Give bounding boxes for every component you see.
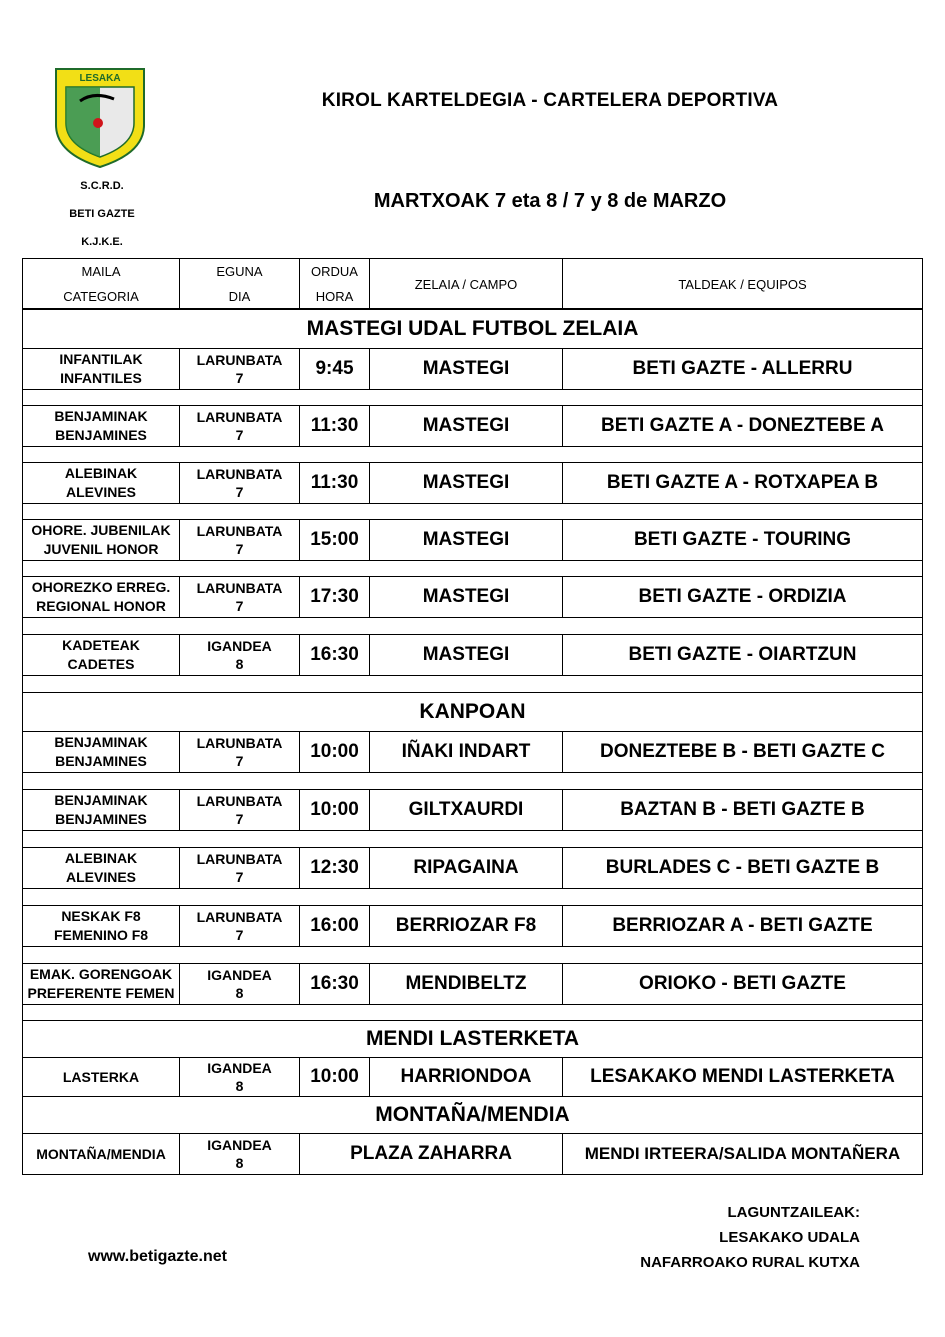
category-label-es: FEMENINO F8 bbox=[53, 927, 149, 943]
row-time: 17:30 bbox=[300, 577, 370, 617]
col-category bbox=[23, 259, 180, 309]
category-label-es: REGIONAL HONOR bbox=[36, 598, 166, 614]
table-row bbox=[22, 731, 923, 773]
table-row bbox=[22, 1133, 923, 1175]
row-spacer bbox=[22, 888, 923, 906]
category-label-es: BENJAMINES bbox=[55, 427, 147, 443]
row-category bbox=[23, 1058, 180, 1096]
row-time: 10:00 bbox=[300, 1058, 370, 1096]
col-equipos-label: TALDEAK / EQUIPOS bbox=[678, 276, 807, 292]
row-time: 12:30 bbox=[300, 848, 370, 888]
row-spacer bbox=[22, 617, 923, 635]
row-field: PLAZA ZAHARRA bbox=[300, 1134, 563, 1174]
day-number: 7 bbox=[235, 927, 244, 943]
day-number: 8 bbox=[235, 1155, 244, 1171]
date-title: MARTXOAK 7 eta 8 / 7 y 8 de MARZO bbox=[373, 190, 727, 212]
row-day bbox=[180, 1134, 300, 1174]
row-day bbox=[180, 906, 300, 946]
day-name: IGANDEA bbox=[207, 1060, 272, 1076]
row-field: MASTEGI bbox=[370, 577, 563, 617]
row-teams: ORIOKO - BETI GAZTE bbox=[639, 973, 846, 994]
club-line-3: K.J.K.E. bbox=[81, 236, 123, 248]
col-maila-label: MAILA bbox=[81, 264, 121, 279]
row-category bbox=[23, 635, 180, 675]
row-day bbox=[180, 732, 300, 772]
row-field: MASTEGI bbox=[370, 520, 563, 560]
row-category bbox=[23, 906, 180, 946]
row-category bbox=[23, 1134, 180, 1174]
table-header bbox=[22, 258, 923, 310]
category-label-eu: ALEBINAK bbox=[64, 465, 138, 481]
row-time: 11:30 bbox=[300, 406, 370, 446]
sponsors-title: LAGUNTZAILEAK: bbox=[727, 1204, 860, 1221]
category-label-es: BENJAMINES bbox=[55, 811, 147, 827]
row-time: 16:00 bbox=[300, 906, 370, 946]
category-label-es: JUVENIL HONOR bbox=[43, 541, 159, 557]
row-teams: BAZTAN B - BETI GAZTE B bbox=[620, 799, 865, 820]
day-name: IGANDEA bbox=[207, 638, 272, 654]
table-row bbox=[22, 847, 923, 889]
day-number: 8 bbox=[235, 656, 244, 672]
row-day bbox=[180, 520, 300, 560]
row-day bbox=[180, 635, 300, 675]
club-line-1: S.C.R.D. bbox=[80, 180, 124, 192]
table-row bbox=[22, 634, 923, 676]
col-teams bbox=[563, 259, 922, 309]
row-spacer bbox=[22, 946, 923, 964]
row-time: 16:30 bbox=[300, 635, 370, 675]
row-category bbox=[23, 463, 180, 503]
row-field: MASTEGI bbox=[370, 406, 563, 446]
col-campo-label: ZELAIA / CAMPO bbox=[414, 276, 518, 292]
row-field: RIPAGAINA bbox=[370, 848, 563, 888]
table-row bbox=[22, 462, 923, 504]
category-label-es: PREFERENTE FEMEN bbox=[27, 985, 175, 1001]
row-field: MASTEGI bbox=[370, 349, 563, 389]
row-teams: DONEZTEBE B - BETI GAZTE C bbox=[600, 741, 885, 762]
row-day bbox=[180, 964, 300, 1004]
table-row bbox=[22, 789, 923, 831]
day-name: LARUNBATA bbox=[196, 580, 283, 596]
category-label-eu: NESKAK F8 bbox=[61, 908, 141, 924]
day-number: 7 bbox=[235, 869, 244, 885]
day-number: 7 bbox=[235, 753, 244, 769]
day-name: IGANDEA bbox=[207, 1137, 272, 1153]
row-spacer bbox=[22, 772, 923, 790]
category-label-es: ALEVINES bbox=[65, 869, 136, 885]
row-time: 10:00 bbox=[300, 732, 370, 772]
sponsor-1: LESAKAKO UDALA bbox=[719, 1229, 860, 1246]
row-day bbox=[180, 463, 300, 503]
day-name: LARUNBATA bbox=[196, 909, 283, 925]
section-away: KANPOAN bbox=[22, 692, 923, 732]
day-name: LARUNBATA bbox=[196, 735, 283, 751]
section-race: MENDI LASTERKETA bbox=[22, 1020, 923, 1058]
row-field: GILTXAURDI bbox=[370, 790, 563, 830]
col-day bbox=[180, 259, 300, 309]
row-category bbox=[23, 349, 180, 389]
row-time: 9:45 bbox=[300, 349, 370, 389]
category-label-es: BENJAMINES bbox=[55, 753, 147, 769]
col-categoria-label: CATEGORIA bbox=[63, 289, 139, 304]
row-category bbox=[23, 964, 180, 1004]
table-row bbox=[22, 405, 923, 447]
col-eguna-label: EGUNA bbox=[216, 264, 263, 279]
row-time: 16:30 bbox=[300, 964, 370, 1004]
category-label-eu: ALEBINAK bbox=[64, 850, 138, 866]
row-field: HARRIONDOA bbox=[370, 1058, 563, 1096]
row-time: 10:00 bbox=[300, 790, 370, 830]
website-link[interactable]: www.betigazte.net bbox=[88, 1248, 227, 1265]
row-spacer bbox=[22, 830, 923, 848]
row-field: BERRIOZAR F8 bbox=[370, 906, 563, 946]
day-name: LARUNBATA bbox=[196, 352, 283, 368]
row-category bbox=[23, 790, 180, 830]
category-label-eu: OHORE. JUBENILAK bbox=[31, 522, 171, 538]
category-label-es: CADETES bbox=[67, 656, 135, 672]
category-label-eu: KADETEAK bbox=[62, 637, 140, 653]
row-category bbox=[23, 577, 180, 617]
row-time: 11:30 bbox=[300, 463, 370, 503]
category-label-eu: BENJAMINAK bbox=[54, 734, 148, 750]
row-category bbox=[23, 520, 180, 560]
row-teams: BETI GAZTE - TOURING bbox=[633, 529, 852, 550]
row-day bbox=[180, 848, 300, 888]
table-row bbox=[22, 1057, 923, 1097]
row-teams: BETI GAZTE - ORDIZIA bbox=[638, 586, 847, 607]
row-field: IÑAKI INDART bbox=[370, 732, 563, 772]
day-number: 8 bbox=[235, 1078, 244, 1094]
section-home: MASTEGI UDAL FUTBOL ZELAIA bbox=[22, 308, 923, 349]
row-day bbox=[180, 406, 300, 446]
row-category bbox=[23, 848, 180, 888]
category-label-es: ALEVINES bbox=[65, 484, 136, 500]
table-row bbox=[22, 348, 923, 390]
day-name: LARUNBATA bbox=[196, 466, 283, 482]
category-label-eu: INFANTILAK bbox=[59, 351, 143, 367]
day-name: LARUNBATA bbox=[196, 851, 283, 867]
row-teams: BETI GAZTE - OIARTZUN bbox=[628, 644, 857, 665]
sponsor-2: NAFARROAKO RURAL KUTXA bbox=[640, 1254, 860, 1271]
category-label: LASTERKA bbox=[62, 1068, 140, 1085]
row-teams: BETI GAZTE A - DONEZTEBE A bbox=[601, 415, 884, 436]
category-label-eu: BENJAMINAK bbox=[54, 792, 148, 808]
table-row bbox=[22, 905, 923, 947]
category-label: MONTAÑA/MENDIA bbox=[36, 1145, 166, 1162]
table-row bbox=[22, 519, 923, 561]
day-number: 7 bbox=[235, 598, 244, 614]
table-row bbox=[22, 963, 923, 1005]
row-spacer bbox=[22, 675, 923, 693]
day-name: LARUNBATA bbox=[196, 523, 283, 539]
sponsors bbox=[560, 1200, 860, 1275]
day-name: LARUNBATA bbox=[196, 409, 283, 425]
category-label-es: INFANTILES bbox=[60, 370, 142, 386]
row-day bbox=[180, 1058, 300, 1096]
col-hora-label: HORA bbox=[315, 289, 354, 304]
day-number: 7 bbox=[235, 811, 244, 827]
col-time bbox=[300, 259, 370, 309]
col-dia-label: DIA bbox=[228, 289, 251, 304]
club-line-2: BETI GAZTE bbox=[69, 208, 135, 220]
category-label-eu: BENJAMINAK bbox=[54, 408, 148, 424]
row-day bbox=[180, 349, 300, 389]
row-time: 15:00 bbox=[300, 520, 370, 560]
day-name: IGANDEA bbox=[207, 967, 272, 983]
row-teams: LESAKAKO MENDI LASTERKETA bbox=[590, 1066, 895, 1087]
category-label-eu: OHOREZKO ERREG. bbox=[31, 579, 171, 595]
col-field bbox=[370, 259, 563, 309]
day-number: 7 bbox=[235, 484, 244, 500]
row-field: MENDIBELTZ bbox=[370, 964, 563, 1004]
section-mountain: MONTAÑA/MENDIA bbox=[22, 1096, 923, 1134]
category-label-eu: EMAK. GORENGOAK bbox=[29, 966, 173, 982]
day-number: 7 bbox=[235, 541, 244, 557]
day-number: 7 bbox=[235, 427, 244, 443]
row-category bbox=[23, 732, 180, 772]
page-title: KIROL KARTELDEGIA - CARTELERA DEPORTIVA bbox=[321, 90, 779, 111]
row-teams: BERRIOZAR A - BETI GAZTE bbox=[612, 915, 873, 936]
row-field: MASTEGI bbox=[370, 635, 563, 675]
day-number: 8 bbox=[235, 985, 244, 1001]
club-logo bbox=[54, 65, 146, 169]
day-name: LARUNBATA bbox=[196, 793, 283, 809]
day-number: 7 bbox=[235, 370, 244, 386]
row-field: MASTEGI bbox=[370, 463, 563, 503]
col-ordua-label: ORDUA bbox=[311, 264, 358, 279]
row-day bbox=[180, 577, 300, 617]
svg-text:LESAKA: LESAKA bbox=[79, 73, 121, 84]
row-teams: BETI GAZTE - ALLERRU bbox=[632, 358, 853, 379]
table-row bbox=[22, 576, 923, 618]
row-teams: BURLADES C - BETI GAZTE B bbox=[605, 857, 880, 878]
row-teams: BETI GAZTE A - ROTXAPEA B bbox=[606, 472, 879, 493]
row-day bbox=[180, 790, 300, 830]
row-teams: MENDI IRTEERA/SALIDA MONTAÑERA bbox=[584, 1144, 901, 1163]
row-category bbox=[23, 406, 180, 446]
